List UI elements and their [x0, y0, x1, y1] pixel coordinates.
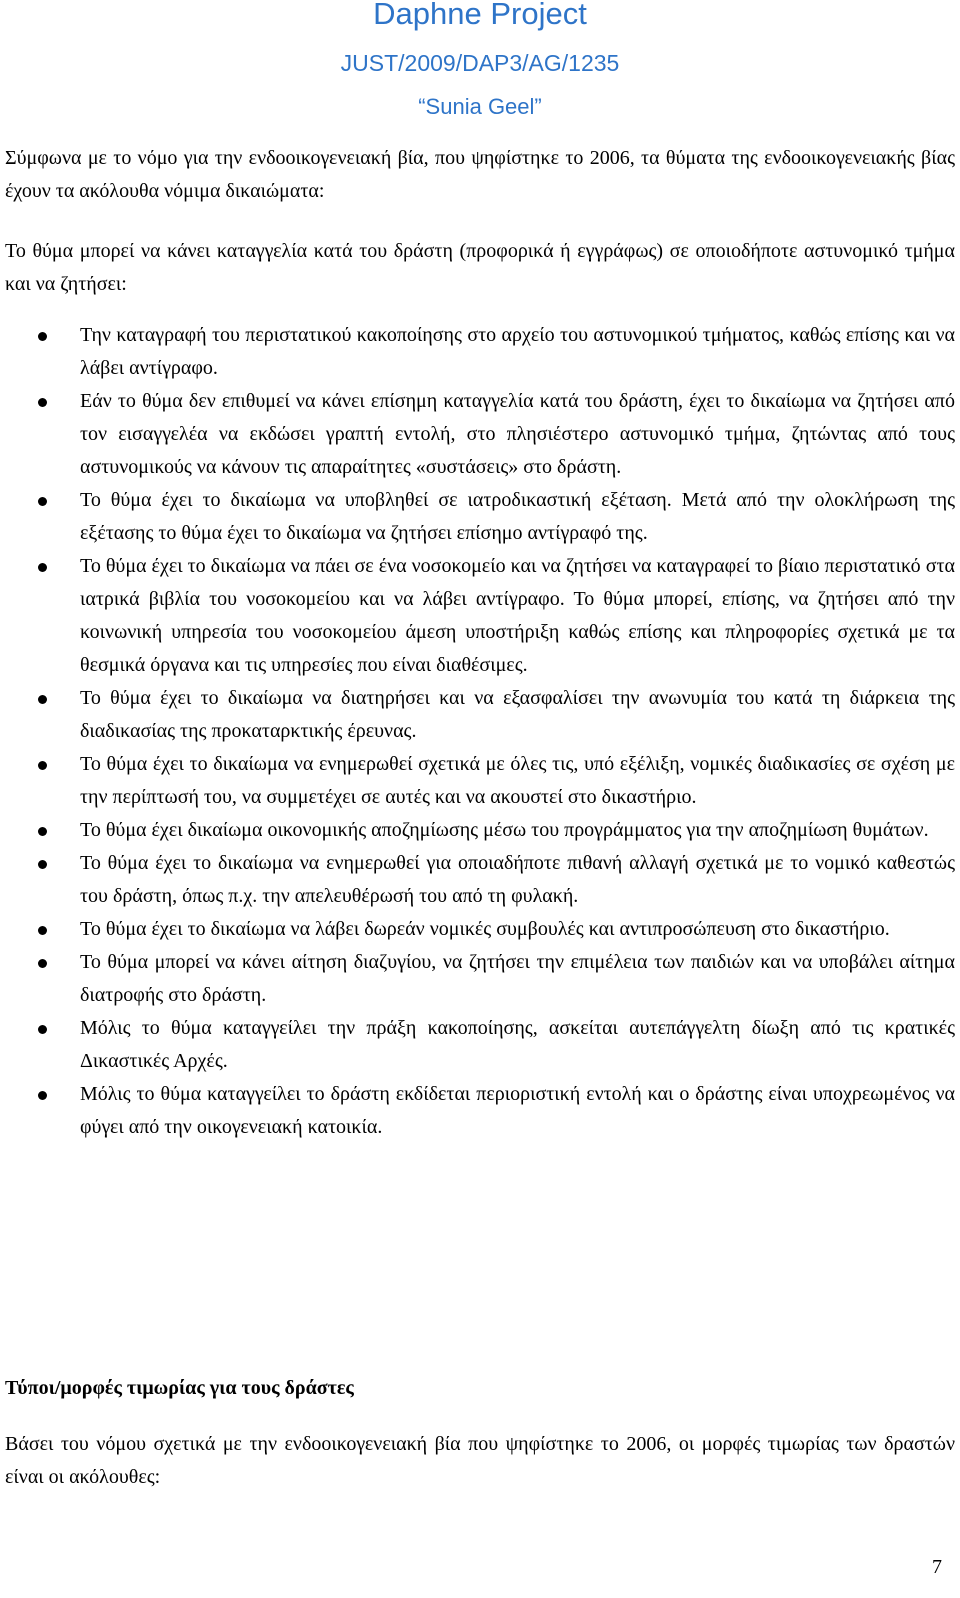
list-item-text: Το θύμα έχει το δικαίωμα να διατηρήσει και να εξασφαλίσει την ανωνυμία του κατά τη διάρκεια της διαδικασίας της προκαταρκτικής έρευνας.	[80, 687, 955, 742]
list-item	[0, 946, 960, 1012]
list-item	[0, 748, 960, 814]
list-item	[0, 484, 960, 550]
list-item	[0, 847, 960, 913]
project-title: Daphne Project	[373, 0, 587, 31]
intro-paragraph: Σύμφωνα με το νόμο για την ενδοοικογενειακή βία, που ψηφίστηκε το 2006, τα θύματα της ενδοοικογενειακής βίας έχουν τα ακόλουθα νόμιμα δικαιώματα:	[5, 147, 955, 202]
list-item	[0, 385, 960, 484]
punishment-intro-paragraph: Βάσει του νόμου σχετικά με την ενδοοικογενειακή βία που ψηφίστηκε το 2006, οι μορφές τιμωρίας των δραστών είναι οι ακόλουθες:	[5, 1433, 955, 1488]
section-heading: Τύποι/μορφές τιμωρίας για τους δράστες	[5, 1377, 354, 1399]
list-item	[0, 682, 960, 748]
list-item-text: Το θύμα έχει το δικαίωμα να λάβει δωρεάν νομικές συμβουλές και αντιπροσώπευση στο δικαστήριο.	[80, 918, 890, 940]
list-item-text: Το θύμα έχει το δικαίωμα να υποβληθεί σε ιατροδικαστική εξέταση. Μετά από την ολοκλήρωση της εξέτασης το θύμα έχει το δικαίωμα να ζητήσει επίσημο αντίγραφό της.	[80, 489, 955, 544]
list-item	[0, 1012, 960, 1078]
bullet-icon	[38, 827, 47, 836]
list-item	[0, 814, 960, 847]
project-name: “Sunia Geel”	[418, 94, 542, 119]
rights-list	[0, 319, 960, 1144]
bullet-icon	[38, 1091, 47, 1100]
list-item-text: Το θύμα έχει το δικαίωμα να ενημερωθεί για οποιαδήποτε πιθανή αλλαγή σχετικά με το νομικό καθεστώς του δράστη, όπως π.χ. την απελευθέρωσή του από τη φυλακή.	[80, 852, 955, 907]
list-item	[0, 1078, 960, 1144]
bullet-icon	[38, 563, 47, 572]
list-item	[0, 913, 960, 946]
bullet-icon	[38, 761, 47, 770]
bullet-icon	[38, 332, 47, 341]
list-item-text: Το θύμα έχει δικαίωμα οικονομικής αποζημίωσης μέσω του προγράμματος για την αποζημίωση θυμάτων.	[80, 819, 929, 841]
list-item-text: Μόλις το θύμα καταγγείλει το δράστη εκδίδεται περιοριστική εντολή και ο δράστης είναι υποχρεωμένος να φύγει από την οικογενειακή κατοικία.	[80, 1083, 955, 1138]
list-item-text: Μόλις το θύμα καταγγείλει την πράξη κακοποίησης, ασκείται αυτεπάγγελτη δίωξη από τις κρατικές Δικαστικές Αρχές.	[80, 1017, 955, 1072]
grant-number: JUST/2009/DAP3/AG/1235	[340, 50, 620, 76]
list-item	[0, 319, 960, 385]
list-item-text: Το θύμα μπορεί να κάνει αίτηση διαζυγίου, να ζητήσει την επιμέλεια των παιδιών και να υποβάλει αίτημα διατροφής στο δράστη.	[80, 951, 955, 1006]
bullet-icon	[38, 695, 47, 704]
bullet-icon	[38, 959, 47, 968]
bullet-icon	[38, 1025, 47, 1034]
list-item-text: Την καταγραφή του περιστατικού κακοποίησης στο αρχείο του αστυνομικού τμήματος, καθώς επίσης και να λάβει αντίγραφο.	[80, 324, 955, 379]
list-item	[0, 550, 960, 682]
bullet-icon	[38, 926, 47, 935]
bullet-icon	[38, 497, 47, 506]
list-item-text: Το θύμα έχει το δικαίωμα να πάει σε ένα νοσοκομείο και να ζητήσει να καταγραφεί το βίαιο περιστατικό στα ιατρικά βιβλία του νοσοκομείου και να λάβει αντίγραφο. Το θύμα μπορεί, επίσης, να ζητήσει από την κοινωνική υπηρεσία του νοσοκομείου άμεση υποστήριξη καθώς επίσης και πληροφορίες σχετικά με τα θεσμικά όργανα και τις υπηρεσίες που είναι διαθέσιμες.	[80, 555, 955, 676]
list-item-text: Εάν το θύμα δεν επιθυμεί να κάνει επίσημη καταγγελία κατά του δράστη, έχει το δικαίωμα να ζητήσει από τον εισαγγελέα να εκδώσει γραπτή εντολή, στο πλησιέστερο αστυνομικό τμήμα, ζητώντας από τους αστυνομικούς να κάνουν τις απαραίτητες «συστάσεις» στο δράστη.	[80, 390, 955, 478]
list-item-text: Το θύμα έχει το δικαίωμα να ενημερωθεί σχετικά με όλες τις, υπό εξέλιξη, νομικές διαδικασίες σε σχέση με την περίπτωσή του, να συμμετέχει σε αυτές και να ακουστεί στο δικαστήριο.	[80, 753, 955, 808]
page-number: 7	[932, 1556, 942, 1578]
bullet-icon	[38, 398, 47, 407]
complaint-paragraph: Το θύμα μπορεί να κάνει καταγγελία κατά του δράστη (προφορικά ή εγγράφως) σε οποιοδήποτε αστυνομικό τμήμα και να ζητήσει:	[5, 240, 955, 295]
bullet-icon	[38, 860, 47, 869]
